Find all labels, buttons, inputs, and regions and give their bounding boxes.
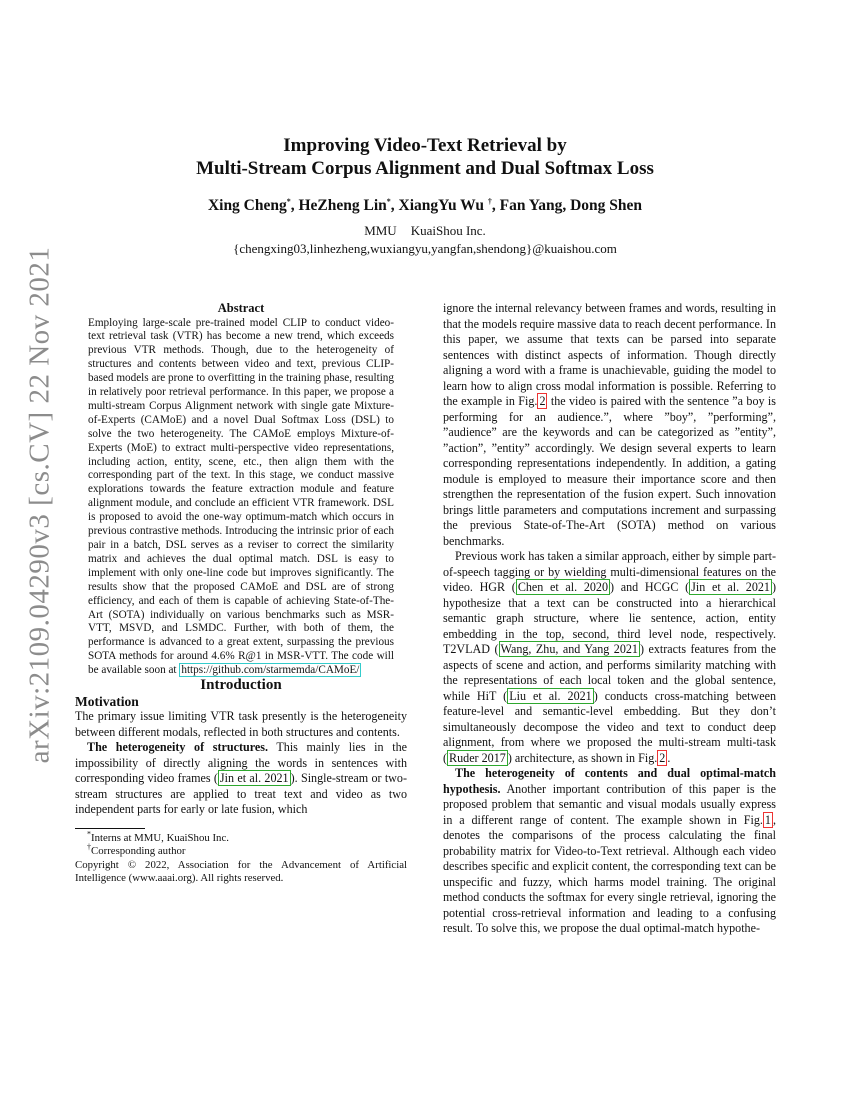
equal-contrib-mark: * [286,196,291,206]
abstract-body [75,317,407,679]
intro-paragraph-1: The primary issue limiting VTR task presently is the heterogeneity between different modals, reflected in both structures and contents. [75,709,407,739]
citation-ruder-2017[interactable]: Ruder 2017 [449,750,506,765]
abstract-heading: Abstract [217,301,265,315]
text-run: ) conducts cross-matching between feature-level and semantic-level embedding. But they don’t simultaneously decompose the video and text to conduct deep alignment, from where we proposed the multi-stream multi-task ( [443,688,776,765]
author-3: XiangYu Wu [398,197,484,214]
right-paragraph-1 [443,301,776,549]
arxiv-identifier: arXiv:2109.04290v3 [cs.CV] 22 Nov 2021 [23,246,56,764]
footnote-mark-2: † [87,842,91,852]
text-run: . [667,750,671,765]
right-column [443,301,776,937]
section-heading-introduction: Introduction [200,677,282,694]
right-paragraph-3 [443,766,776,937]
text-run: ) extracts features from the aspects of scene and action, and performs similarity matching with the representations of each local token and the global sentence, while HiT ( [443,642,777,703]
figure-ref-2[interactable]: 2 [539,394,546,408]
paragraph-lead-bold: The heterogeneity of contents and dual optimal-match hypothesis. [443,766,776,796]
copyright-notice: Copyright © 2022, Association for the Advancement of Artificial Intelligence (www.aaai.org). All rights reserved. [75,858,407,885]
arxiv-sidebar [22,246,58,764]
text-run: the video is paired with the sentence ”a boy is performing for an audience.”, where ”boy”, ”performing”, ”audience” are the keywords and can be categorized as ”entity”, ”action”, ”entity” accordingly. We design several experts to learn corresponding representations independently. In addition, a gating module is employed to measure their importance score and then strengthen the representation of the fusion expert. Such innovation brings little parameters and computations increment and surpassing the previous State-of-The-Art (SOTA) method on various benchmarks. [443,394,777,548]
citation-wang-2021[interactable]: Wang, Zhu, and Yang 2021 [500,642,638,656]
title-line-1: Improving Video-Text Retrieval by [283,135,567,156]
author-list: Xing Cheng*, HeZheng Lin*, XiangYu Wu †, Fan Yang, Dong Shen [207,196,643,214]
text-run: Previous work has taken a similar approach, either by simple part-of-speech tagging or by wielding multi-dimensional features on the video. HGR ( [443,549,776,594]
title-line-2: Multi-Stream Corpus Alignment and Dual Softmax Loss [196,158,654,179]
abstract-text: Employing large-scale pre-trained model CLIP to conduct video-text retrieval task (VTR) has become a new trend, which exceeds previous VTR methods. Though, due to the heterogeneity of structures and contents between video and text, previous CLIP-based models are prone to overfitting in the training phase, resulting in relatively poor retrieval performance. In this paper, we propose a multi-stream Corpus Alignment network with single gate Mixture-of-Experts (CAMoE) and a novel Dual Softmax Loss (DSL) to solve the two heterogeneity. The CAMoE employs Mixture-of-Experts (MoE) to extract multi-perspective video representations, including action, entity, scene, etc., then align them with the corresponding part of the text. In this stage, we conduct massive explorations towards the feature extraction module and feature alignment module, and conclude an efficient VTR framework. DSL is proposed to avoid the one-way optimum-match which occurs in previous contrastive methods. Introducing the intrinsic prior of each pair in a batch, DSL serves as a reviser to correct the similarity matrix and achieves the dual optimal match. DSL is easy to implement with only one-line code but improves significantly. The results show that the proposed CAMoE and DSL are of strong efficiency, and each of them is capable of achieving State-of-The-Art (SOTA) individually on various benchmarks such as MSR-VTT, MSVD, and LSMDC. Further, with both of them, the performance is advanced to a great extent, surpassing the previous SOTA methods for around 4.6% R@1 in MSR-VTT. The code will be available soon at [88,316,394,677]
right-paragraph-2 [443,549,776,766]
text-run: ) hypothesize that a text can be constructed into a hierarchical semantic graph structure, where lie sentence, action, entity embedding in the top, second, third level node, respectively. T2VLAD ( [443,580,777,656]
text-run: Another important contribution of this paper is the proposed problem that semantic and visual modals usually express in a different range of content. The example shown in Fig. [443,781,776,827]
equal-contrib-mark: * [386,196,391,206]
author-emails: {chengxing03,linhezheng,wuxiangyu,yangfan,shendong}@kuaishou.com [233,241,617,256]
text-run: ). Single-stream or two-stream structures are applied to treat text and video as two independent parts for early or late fusion, which [75,771,407,817]
footnote-rule [75,828,145,829]
citation-chen-2020[interactable]: Chen et al. 2020 [517,580,609,594]
footnote-1: Interns at MMU, KuaiShou Inc. [91,831,229,844]
text-run: ignore the internal relevancy between frames and words, resulting in that the models require massive data to reach decent performance. In this paper, we assume that texts can be parsed into separate sentences with distinct aspects of information. Though directly aligning a word with a frame is unachievable, guiding the model to learn how to align cross modal information is possible. Referring to the example in Fig. [443,301,776,408]
text-run: This mainly lies in the impossibility of directly aligning the words in sentences with corresponding video frames ( [75,740,407,786]
footnote-mark-1: * [87,828,91,838]
intro-paragraph-2 [75,740,407,818]
corresponding-mark: † [487,196,492,206]
left-column [75,301,407,886]
text-run: , denotes the comparisons of the process calculating the final probability matrix for Video-to-Text retrieval. Although each video describes specific and explicit content, the corresponding text can be unspecific and fuzzy, which harms model training. The original method conducts the softmax for every single retrieval, ignoring the potential cross-retrieval information and leading to a confusing result. To solve this, we propose the dual optimal-match hypothe- [443,812,776,935]
paper-title [0,134,850,180]
author-4: Fan Yang [499,197,563,214]
paragraph-lead-bold: The heterogeneity of structures. [87,740,268,755]
figure-ref-2[interactable]: 2 [659,750,666,765]
citation-jin-2021[interactable]: Jin et al. 2021 [691,580,770,594]
subsection-heading-motivation: Motivation [75,693,139,709]
affiliation [0,222,850,258]
footnotes [75,828,407,886]
citation-jin-2021[interactable]: Jin et al. 2021 [219,771,289,786]
text-run: ) and HCGC ( [610,580,690,594]
author-2: HeZheng Lin [298,197,387,214]
author-1: Xing Cheng [207,197,287,214]
text-run: ) architecture, as shown in Fig. [507,750,658,765]
affiliation-org-2: KuaiShou Inc. [410,223,486,238]
author-5: Dong Shen [570,197,643,214]
code-link[interactable]: https://github.com/starmemda/CAMoE/ [181,664,360,677]
footnote-2: Corresponding author [91,845,186,858]
citation-liu-2021[interactable]: Liu et al. 2021 [509,688,592,703]
affiliation-org-1: MMU [364,223,397,238]
figure-ref-1[interactable]: 1 [764,812,771,827]
